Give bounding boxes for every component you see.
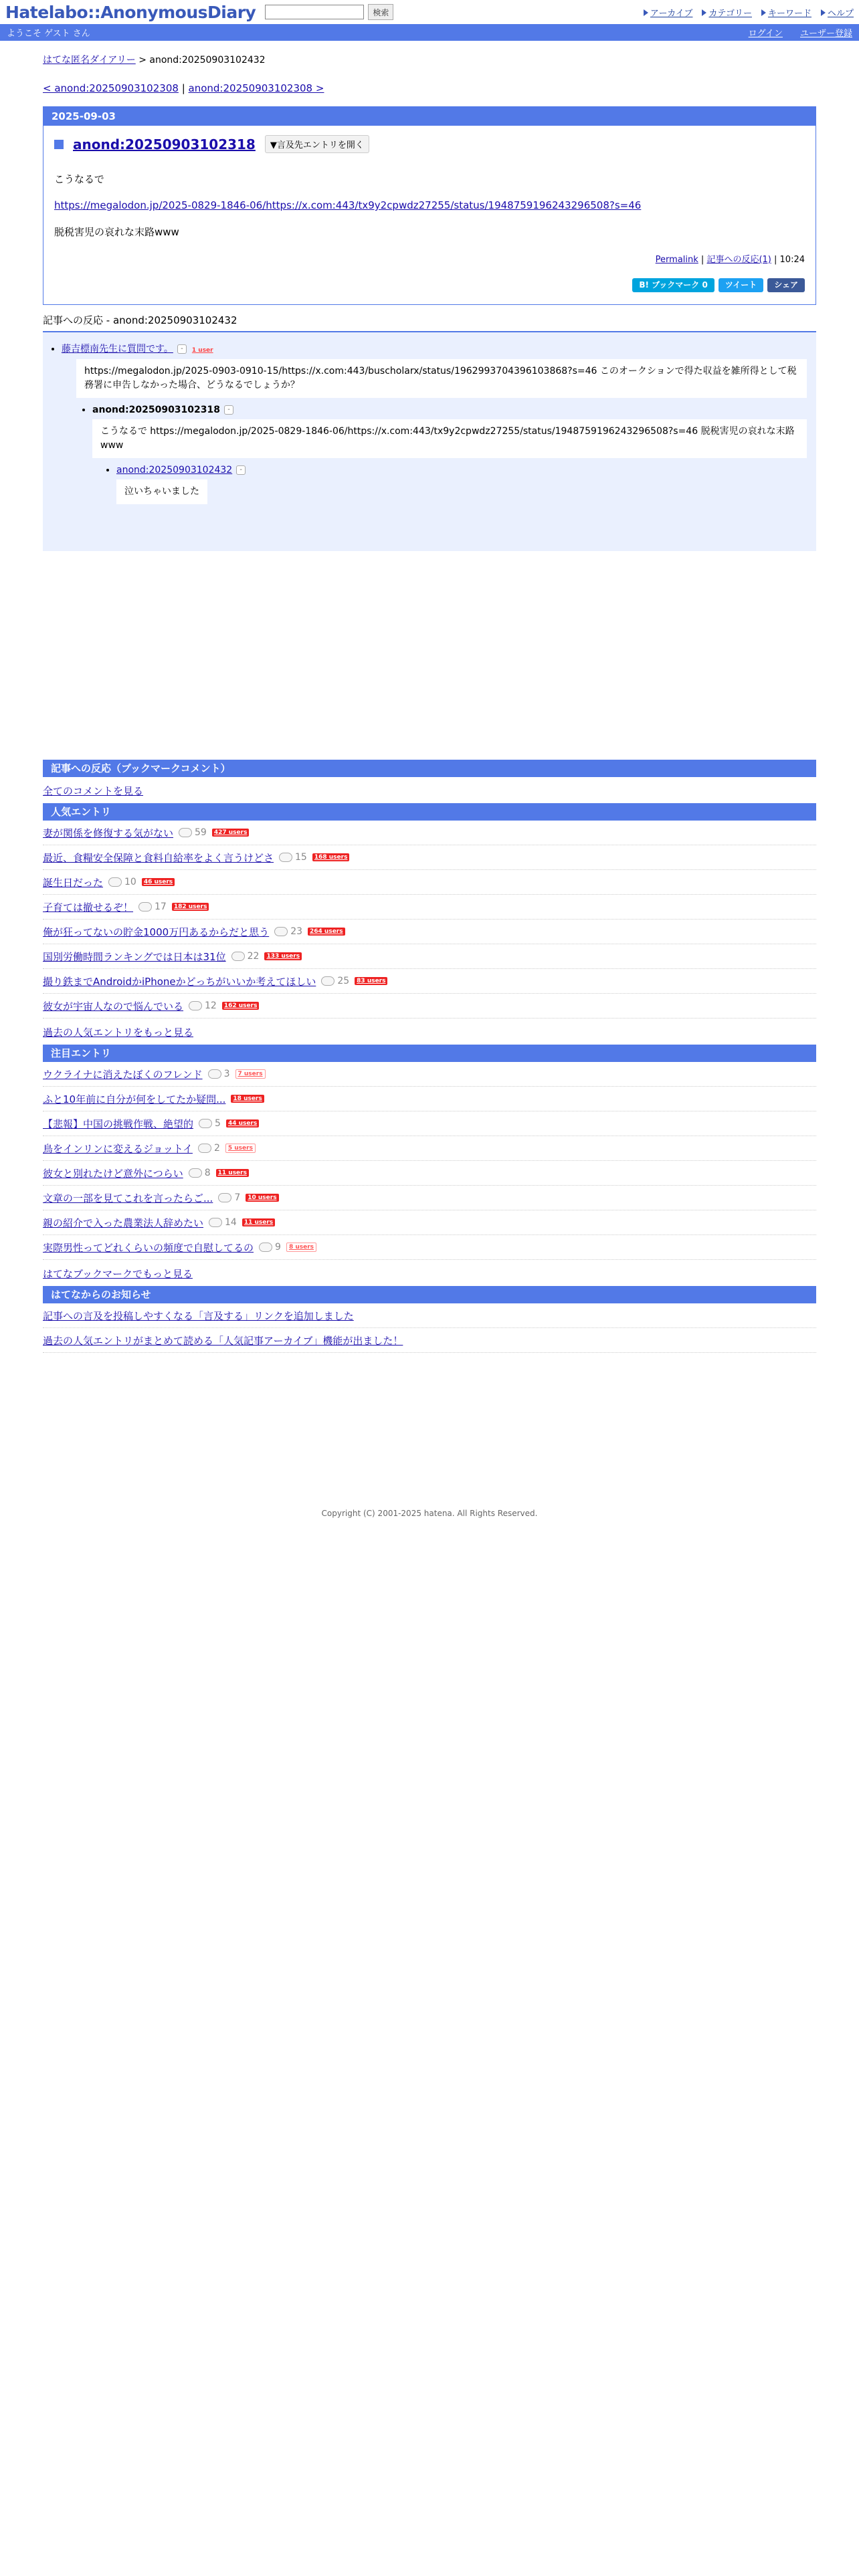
reaction-mid-text: こうなるで https://megalodon.jp/2025-0829-1846-06/https://x.com:443/tx9y2cpwdz27255/status/1948759196243296508?s=46 脱税害児の哀れな末路www — [92, 419, 807, 458]
day-date: 2025-09-03 — [43, 107, 816, 126]
comment-count[interactable] — [259, 1242, 281, 1253]
entry-row[interactable] — [43, 895, 816, 920]
comment-bubble-icon — [321, 976, 335, 986]
nav-keyword-link[interactable]: キーワード — [767, 8, 812, 19]
entry-row-link[interactable]: ウクライナに消えたぼくのフレンド — [43, 1068, 203, 1081]
tweet-button[interactable]: ツイート — [719, 278, 763, 292]
popular-more-link[interactable]: 過去の人気エントリをもっと見る — [43, 1027, 194, 1039]
entry-row[interactable] — [43, 920, 816, 944]
entry-body — [54, 172, 805, 239]
entry-row-link[interactable]: 撮り鉄までAndroidかiPhoneかどっちがいいか考えてほしい — [43, 975, 316, 988]
comment-count-number: 22 — [247, 951, 260, 962]
comment-count[interactable] — [179, 827, 207, 838]
entry-square-icon — [54, 140, 64, 149]
reaction-mid-name: anond:20250903102318 — [92, 405, 220, 415]
users-badge[interactable]: 11 users — [216, 1169, 249, 1177]
comment-bubble-icon — [108, 877, 122, 887]
users-badge[interactable]: 83 users — [355, 977, 387, 985]
comment-count-number: 8 — [204, 1168, 211, 1178]
comment-count[interactable] — [198, 1143, 220, 1154]
users-badge[interactable]: 168 users — [312, 853, 350, 861]
breadcrumb — [43, 53, 816, 66]
triangle-icon — [644, 9, 648, 16]
pager-separator: | — [181, 82, 185, 94]
entry-line: こうなるで — [54, 173, 104, 185]
comment-count-number: 3 — [223, 1069, 230, 1079]
collapse-icon[interactable]: - — [224, 405, 233, 415]
entry-row-link[interactable]: 国別労働時間ランキングでは日本は31位 — [43, 950, 226, 963]
entry-footer: Permalink | 記事への反応(1) | 10:24 — [655, 255, 805, 265]
featured-more-link[interactable]: はてなブックマークでもっと見る — [43, 1268, 193, 1280]
entry-line: 脱税害児の哀れな末路www — [54, 226, 179, 238]
comment-count[interactable] — [108, 877, 136, 887]
entry-row-link[interactable]: 鳥をインリンに変えるジョットイ — [43, 1142, 193, 1155]
entry — [43, 126, 816, 304]
entry-row-link[interactable]: 文章の一部を見てこれを言ったらご... — [43, 1192, 213, 1204]
comment-count-number: 2 — [213, 1143, 220, 1154]
entry-url[interactable]: https://megalodon.jp/2025-0829-1846-06/https://x.com:443/tx9y2cpwdz27255/status/1948759196243296508?s=46 — [54, 199, 642, 211]
share-buttons — [54, 278, 805, 292]
comment-count-number: 12 — [205, 1000, 217, 1011]
comment-bubble-icon — [218, 1193, 231, 1202]
comment-count[interactable] — [279, 852, 307, 863]
reaction-parent-link[interactable]: 藤吉標南先生に質問です。 — [62, 344, 173, 354]
permalink[interactable]: Permalink — [655, 255, 698, 265]
search-input[interactable] — [265, 5, 364, 19]
comment-count-number: 10 — [124, 877, 136, 887]
comment-bubble-icon — [198, 1144, 211, 1153]
users-badge[interactable]: 44 users — [226, 1119, 259, 1128]
breadcrumb-current: anond:20250903102432 — [149, 55, 266, 66]
entry-row[interactable] — [43, 1210, 816, 1235]
next-entry-link[interactable]: anond:20250903102308 > — [188, 82, 324, 94]
users-badge[interactable]: 7 users — [235, 1069, 266, 1079]
entry-row[interactable] — [43, 1062, 816, 1087]
comment-count[interactable] — [231, 951, 260, 962]
users-badge[interactable]: 182 users — [172, 903, 209, 911]
users-badge[interactable]: 18 users — [231, 1095, 264, 1103]
comment-count-number: 9 — [275, 1242, 281, 1253]
entry-row[interactable] — [43, 1087, 816, 1111]
comment-count[interactable] — [189, 1168, 211, 1178]
entry-row-link[interactable]: 【悲報】中国の挑戦作戦、絶望的 — [43, 1117, 194, 1130]
comment-bubble-icon — [189, 1001, 202, 1010]
comment-count[interactable] — [218, 1192, 240, 1203]
hatena-bookmark-button[interactable]: B! ブックマーク 0 — [632, 278, 714, 292]
users-badge[interactable]: 1 user — [191, 347, 213, 354]
nav-category-link[interactable]: カテゴリー — [708, 8, 752, 19]
comment-count[interactable] — [321, 976, 349, 986]
pager — [43, 82, 816, 94]
nav-archive[interactable] — [644, 6, 693, 19]
comment-bubble-icon — [274, 927, 288, 936]
triangle-icon — [702, 9, 706, 16]
diary-day — [43, 106, 816, 305]
notice-item[interactable] — [43, 1328, 816, 1353]
notice-item[interactable] — [43, 1303, 816, 1328]
comment-bubble-icon — [279, 853, 292, 862]
reaction-child-link[interactable]: anond:20250903102432 — [116, 465, 233, 475]
users-badge[interactable]: 162 users — [222, 1002, 260, 1010]
entry-row-link[interactable]: 俺が狂ってないの貯金1000万円あるからだと思う — [43, 926, 270, 938]
reaction-parent-text: https://megalodon.jp/2025-0903-0910-15/https://x.com:443/buscholarx/status/1962993704396103868?s=46 このオークションで得た収益を雑所得として税務署に申告しなかった場合、どうなるでしょうか？ — [76, 359, 807, 398]
search-form — [265, 4, 393, 20]
comment-count-number: 15 — [295, 852, 307, 863]
entry-row-link[interactable]: 誕生日だった — [43, 876, 104, 889]
entry-row-link[interactable]: 最近、食糧安全保障と食料自給率をよく言うけどさ — [43, 851, 274, 864]
entry-row[interactable] — [43, 821, 816, 845]
comment-count[interactable] — [274, 926, 302, 937]
comment-count[interactable] — [138, 901, 167, 912]
collapse-icon[interactable]: - — [236, 465, 246, 475]
nav-help[interactable] — [821, 6, 854, 19]
copyright: Copyright (C) 2001-2025 hatena. All Rights Reserved. — [321, 1509, 538, 1518]
users-badge[interactable]: 8 users — [286, 1243, 316, 1252]
entry-row[interactable] — [43, 1111, 816, 1136]
entry-title[interactable]: anond:20250903102318 — [73, 136, 256, 152]
comment-bubble-icon — [199, 1119, 212, 1128]
entry-row-link[interactable]: 彼女と別れたけど意外につらい — [43, 1167, 183, 1180]
comment-count[interactable] — [189, 1000, 217, 1011]
users-badge[interactable]: 264 users — [308, 928, 345, 936]
top-nav — [644, 6, 854, 19]
reactions-title: 記事への反応 - anond:20250903102432 — [43, 305, 816, 332]
main-content — [43, 41, 816, 1353]
entry-row[interactable] — [43, 1235, 816, 1260]
users-badge[interactable]: 10 users — [246, 1194, 278, 1202]
users-badge[interactable]: 5 users — [225, 1144, 256, 1153]
breadcrumb-home[interactable]: はてな匿名ダイアリー — [43, 55, 136, 66]
entry-row-link[interactable]: 親の紹介で入った農業法人辞めたい — [43, 1216, 204, 1229]
site-logo[interactable]: Hatelabo::AnonymousDiary — [5, 2, 256, 22]
header — [0, 0, 859, 24]
comment-count-number: 7 — [234, 1192, 241, 1203]
comment-bubble-icon — [138, 902, 152, 911]
popular-header: 人気エントリ — [43, 803, 816, 821]
search-button[interactable]: 検索 — [368, 4, 393, 20]
comment-bubble-icon — [208, 1069, 221, 1079]
all-comments-link[interactable]: 全てのコメントを見る — [43, 785, 144, 797]
triangle-icon — [821, 9, 826, 16]
users-badge[interactable]: 46 users — [142, 878, 175, 886]
entry-row[interactable] — [43, 1161, 816, 1186]
reaction-child-text: 泣いちゃいました — [116, 479, 207, 504]
prev-entry-link[interactable]: < anond:20250903102308 — [43, 82, 179, 94]
comment-count-number: 17 — [155, 901, 167, 912]
entry-row[interactable] — [43, 994, 816, 1018]
entry-row-link[interactable]: 妻が関係を修復する気がない — [43, 827, 174, 839]
bookmark-comments-header: 記事への反応（ブックマークコメント） — [43, 760, 816, 777]
entry-row[interactable] — [43, 969, 816, 994]
nav-archive-link[interactable]: アーカイブ — [650, 8, 693, 19]
comment-bubble-icon — [179, 828, 192, 837]
comment-bubble-icon — [231, 952, 245, 961]
nav-category[interactable] — [702, 6, 751, 19]
entry-row-link[interactable]: 彼女が宇宙人なので悩んでいる — [43, 1000, 184, 1012]
featured-list — [43, 1062, 816, 1260]
nav-help-link[interactable]: ヘルプ — [827, 8, 854, 19]
breadcrumb-separator: > — [138, 55, 147, 66]
login-link[interactable]: ログイン — [748, 29, 783, 39]
entry-row[interactable] — [43, 845, 816, 870]
comment-count[interactable] — [209, 1217, 237, 1228]
entry-row-link[interactable]: ふと10年前に自分が何をしてたか疑問... — [43, 1093, 226, 1105]
facebook-share-button[interactable]: シェア — [767, 278, 805, 292]
register-link[interactable]: ユーザー登録 — [799, 29, 852, 39]
open-referenced-button[interactable]: ▼言及先エントリを開く — [265, 135, 369, 153]
entry-row[interactable] — [43, 1186, 816, 1210]
comment-count-number: 14 — [225, 1217, 237, 1228]
comment-count[interactable] — [199, 1118, 221, 1129]
entry-row-link[interactable]: 実際男性ってどれくらいの頻度で自慰してるの — [43, 1241, 254, 1254]
collapse-icon[interactable]: - — [177, 344, 187, 354]
reaction-tree — [43, 332, 816, 551]
user-bar — [0, 24, 859, 41]
ad-space — [43, 551, 816, 760]
comment-count[interactable] — [208, 1069, 230, 1079]
notice-header: はてなからのお知らせ — [43, 1286, 816, 1303]
comment-bubble-icon — [189, 1168, 202, 1178]
entry-row[interactable] — [43, 870, 816, 895]
comment-count-number: 23 — [290, 926, 303, 937]
comment-bubble-icon — [209, 1218, 222, 1227]
comment-count-number: 59 — [195, 827, 207, 838]
entry-row[interactable] — [43, 944, 816, 969]
users-badge[interactable]: 11 users — [242, 1218, 275, 1226]
welcome-text: ようこそ ゲスト さん — [7, 29, 90, 39]
reaction-parent — [62, 342, 807, 355]
triangle-icon — [761, 9, 766, 16]
nav-keyword[interactable] — [761, 6, 812, 19]
reactions-link[interactable]: 記事への反応(1) — [706, 255, 771, 265]
entry-row-link[interactable]: 子育ては撤せるぞ！ — [43, 901, 134, 914]
popular-list — [43, 821, 816, 1018]
notice-link[interactable]: 過去の人気エントリがまとめて読める「人気記事アーカイブ」機能が出ました！ — [43, 1334, 403, 1347]
entry-row[interactable] — [43, 1136, 816, 1161]
entry-time: 10:24 — [779, 255, 805, 265]
comment-count-number: 5 — [215, 1118, 221, 1129]
users-badge[interactable]: 133 users — [264, 952, 302, 960]
comment-count-number: 25 — [337, 976, 350, 986]
users-badge[interactable]: 427 users — [212, 829, 250, 837]
comment-bubble-icon — [259, 1243, 272, 1252]
featured-header: 注目エントリ — [43, 1045, 816, 1062]
notice-link[interactable]: 記事への言及を投稿しやすくなる「言及する」リンクを追加しました — [43, 1309, 354, 1322]
